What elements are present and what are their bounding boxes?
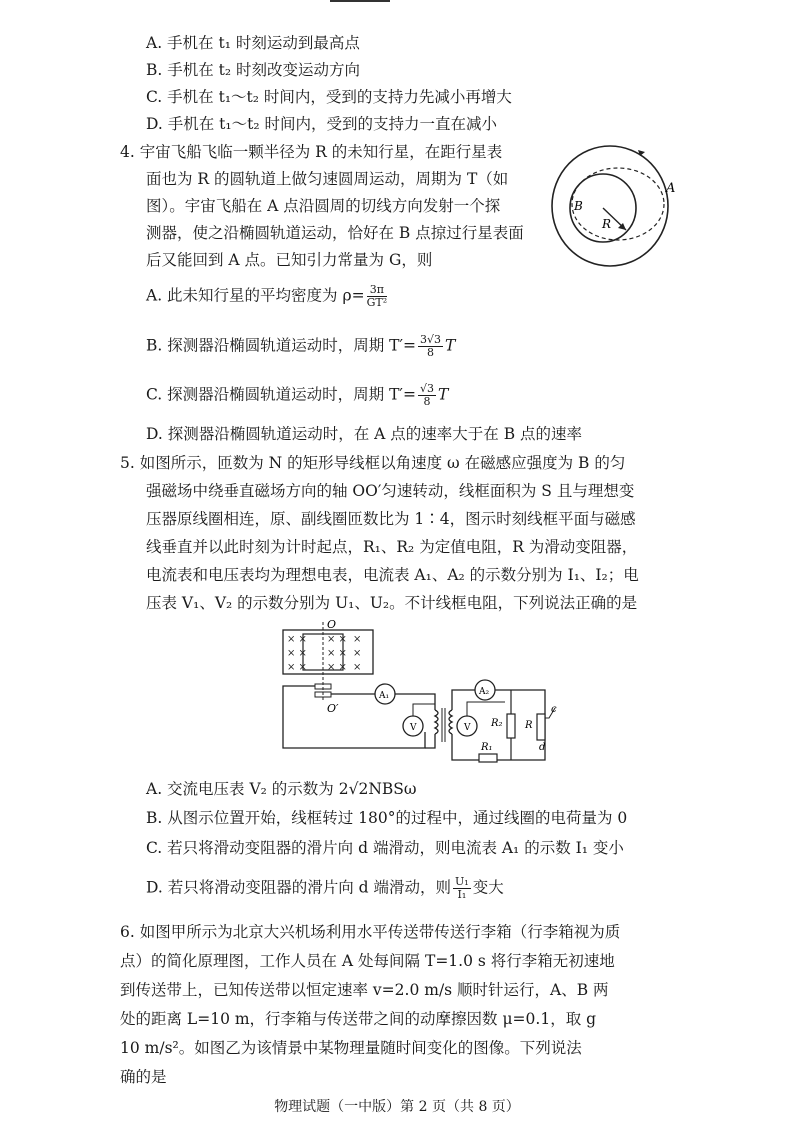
ratio-denominator: I₁	[457, 888, 467, 901]
svg-text:×: ×	[353, 648, 362, 659]
q3-option-b: B. 手机在 t₂ 时刻改变运动方向	[146, 61, 361, 79]
q6-stem-line-2: 点）的简化原理图，工作人员在 A 处每间隔 T=1.0 s 将行李箱无初速地	[120, 952, 615, 970]
q5-option-b: B. 从图示位置开始，线框转过 180°的过程中，通过线圈的电荷量为 0	[146, 809, 628, 827]
q5-stem-line-2: 强磁场中绕垂直磁场方向的轴 OO′匀速转动，线框面积为 S 且与理想变	[146, 482, 635, 500]
q5-stem-line-3: 压器原线圈相连，原、副线圈匝数比为 1∶4，图示时刻线框平面与磁感	[146, 510, 636, 528]
top-edge-mark	[330, 0, 390, 6]
period-c-symbol: T	[437, 385, 449, 404]
period-c-fraction	[418, 383, 436, 408]
q4-option-c	[146, 383, 448, 408]
period-b-numerator: 3√3	[420, 333, 442, 346]
axis-label-o: O	[327, 618, 337, 631]
svg-text:× ×: × ×	[287, 648, 307, 659]
svg-text:× ×: × ×	[287, 634, 307, 645]
ammeter-a2-label: A₂	[479, 687, 490, 697]
q3-option-a: A. 手机在 t₁ 时刻运动到最高点	[146, 34, 360, 52]
secondary-wire-top	[452, 690, 475, 710]
period-c-denominator: 8	[423, 395, 431, 408]
period-b-denominator: 8	[427, 346, 435, 359]
field-crosses	[287, 634, 361, 673]
ratio-fraction	[453, 876, 471, 901]
axis-label-o-prime: O′	[327, 702, 339, 715]
q5-stem-line-6: 压表 V₁、V₂ 的示数分别为 U₁、U₂。不计线框电阻，下列说法正确的是	[146, 594, 638, 612]
q5-option-d-text: D. 若只将滑动变阻器的滑片向 d 端滑动，则	[146, 878, 452, 897]
primary-return	[425, 734, 435, 748]
q4-stem-line-5: 后又能回到 A 点。已知引力常量为 G，则	[146, 251, 433, 269]
q5-stem-line-1: 5. 如图所示，匝数为 N 的矩形导线框以角速度 ω 在磁感应强度为 B 的匀	[120, 454, 626, 472]
primary-wire-left	[283, 686, 425, 748]
q4-option-b-text: B. 探测器沿椭圆轨道运动时，周期 T′=	[146, 336, 417, 355]
svg-text:× ×: × ×	[287, 662, 307, 673]
secondary-coil	[449, 710, 452, 734]
density-numerator: 3π	[367, 284, 388, 297]
q4-stem-line-2: 面也为 R 的圆轨道上做匀速圆周运动，周期为 T（如	[146, 170, 509, 188]
q4-stem-line-1: 4. 宇宙飞船飞临一颗半径为 R 的未知行星，在距行星表	[120, 143, 503, 161]
q5-stem-line-5: 电流表和电压表均为理想电表，电流表 A₁、A₂ 的示数分别为 I₁、I₂；电	[146, 566, 639, 584]
q6-stem-line-3: 到传送带上，已知传送带以恒定速率 v=2.0 m/s 顺时针运行，A、B 两	[120, 981, 609, 999]
voltmeter-v1-label: V	[410, 723, 417, 733]
rheostat-label: R	[525, 720, 533, 731]
ammeter-a1-label: A₁	[379, 691, 390, 701]
q3-option-c: C. 手机在 t₁～t₂ 时间内，受到的支持力先减小再增大	[146, 88, 512, 106]
q3-option-d: D. 手机在 t₁～t₂ 时间内，受到的支持力一直在减小	[146, 115, 497, 133]
point-a-label: A	[666, 181, 676, 196]
svg-text:× ×: × ×	[327, 634, 347, 645]
q6-stem-line-4: 处的距离 L=10 m，行李箱与传送带之间的动摩擦因数 μ=0.1，取 g	[120, 1010, 597, 1028]
resistor-r2	[507, 714, 515, 738]
primary-wire-right	[395, 694, 435, 710]
q5-stem-line-4: 线垂直并以此时刻为计时起点，R₁、R₂ 为定值电阻，R 为滑动变阻器，	[146, 538, 638, 556]
q6-stem-line-6: 确的是	[120, 1068, 167, 1086]
svg-text:×: ×	[353, 662, 362, 673]
resistor-r2-label: R₂	[491, 718, 503, 729]
rheostat-r	[537, 714, 545, 740]
ratio-numerator: U₁	[455, 875, 469, 888]
q4-option-b	[146, 334, 455, 359]
q4-option-d: D. 探测器沿椭圆轨道运动时，在 A 点的速率大于在 B 点的速率	[146, 425, 583, 443]
period-c-numerator: √3	[419, 382, 434, 395]
q6-stem-line-1: 6. 如图甲所示为北京大兴机场利用水平传送带传送行李箱（行李箱视为质	[120, 923, 621, 941]
q5-option-d	[146, 876, 504, 901]
q4-orbit-figure	[548, 140, 686, 272]
q4-stem-line-4: 测器，使之沿椭圆轨道运动，恰好在 B 点掠过行星表面	[146, 224, 524, 242]
radius-label: R	[602, 217, 612, 231]
q5-option-d-tail: 变大	[472, 878, 504, 897]
primary-coil	[435, 710, 438, 734]
period-b-symbol: T	[445, 336, 456, 355]
q6-stem-line-5: 10 m/s²。如图乙为该情景中某物理量随时间变化的图像。下列说法	[120, 1039, 582, 1057]
period-b-fraction	[418, 334, 443, 359]
svg-text:× ×: × ×	[327, 662, 347, 673]
voltmeter-v2-label: V	[464, 723, 471, 733]
q4-option-c-text: C. 探测器沿椭圆轨道运动时，周期 T′=	[146, 385, 416, 404]
density-fraction	[367, 284, 388, 309]
point-b-label: B	[574, 199, 583, 213]
resistor-r1-label: R₁	[481, 742, 493, 753]
q5-circuit-figure	[275, 618, 575, 768]
svg-text:×: ×	[353, 634, 362, 645]
rheostat-end-c: c	[551, 704, 557, 715]
resistor-r1	[479, 754, 497, 762]
page-footer: 物理试题（一中版）第 2 页（共 8 页）	[274, 1099, 520, 1115]
q4-option-a	[146, 284, 389, 309]
q4-option-a-text: A. 此未知行星的平均密度为 ρ=	[146, 286, 365, 305]
svg-text:× ×: × ×	[327, 648, 347, 659]
v1-wire	[413, 704, 435, 716]
v2-wire	[467, 702, 505, 716]
density-denominator: GT²	[366, 296, 388, 309]
rheostat-end-d: d	[539, 742, 546, 753]
q4-stem-line-3: 图）。宇宙飞船在 A 点沿圆周的切线方向发射一个探	[146, 197, 501, 215]
q5-option-c: C. 若只将滑动变阻器的滑片向 d 端滑动，则电流表 A₁ 的示数 I₁ 变小	[146, 839, 624, 857]
q5-option-a: A. 交流电压表 V₂ 的示数为 2√2NBSω	[146, 780, 417, 798]
